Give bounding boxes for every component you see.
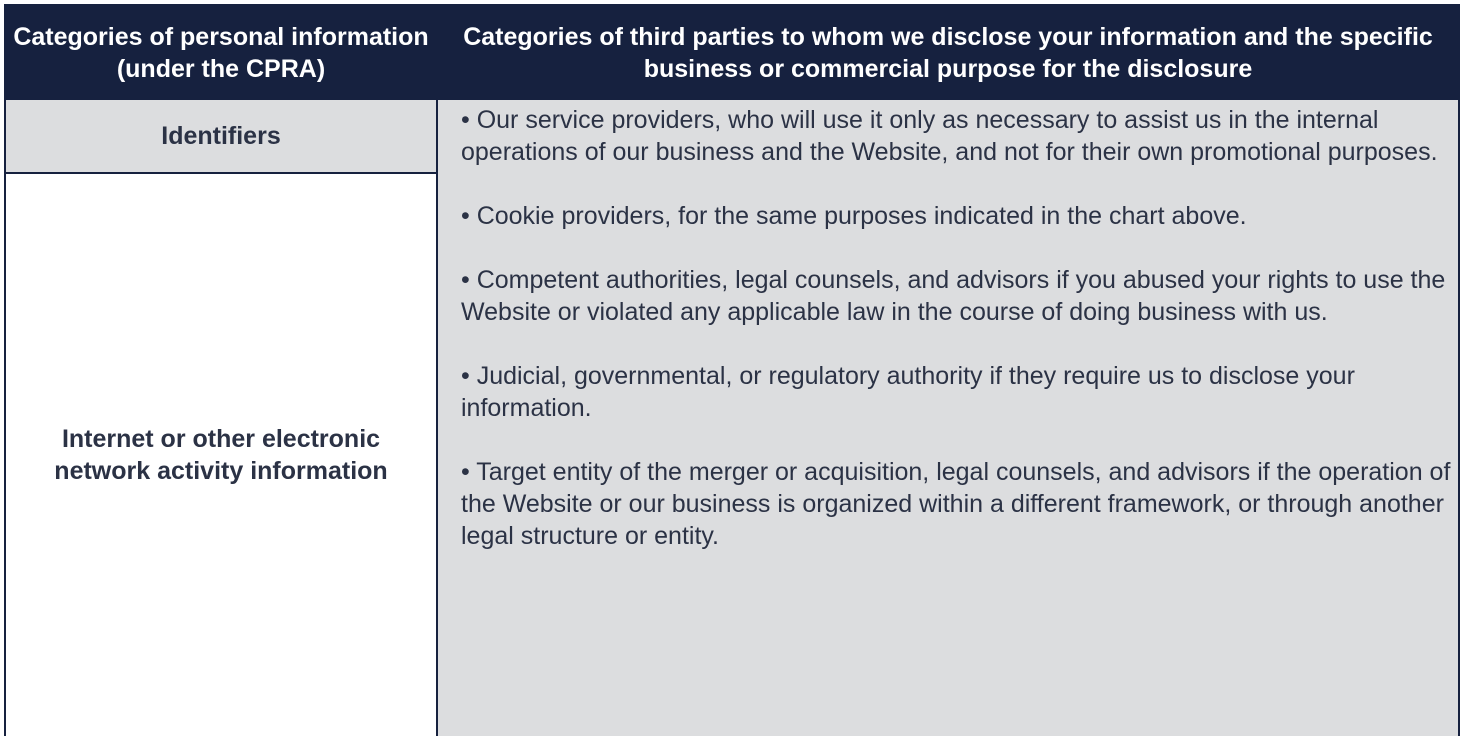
category-column [6, 100, 436, 736]
disclosure-service-providers: • Our service providers, who will use it only as necessary to assist us in the internal operations of our business and the Website, and not for their own promotional purposes. [461, 106, 1438, 166]
category-internet-activity: Internet or other electronic network activity information [6, 174, 436, 736]
header-third-party-categories: Categories of third parties to whom we disclose your information and the specific business or commercial purpose for the disclosure [463, 23, 1433, 83]
disclosure-cookie-providers: • Cookie providers, for the same purposes indicated in the chart above. [461, 202, 1247, 230]
category-identifiers: Identifiers [6, 100, 436, 174]
disclosure-merger-target: • Target entity of the merger or acquisition, legal counsels, and advisors if the operation of the Website or our business is organized within a different framework, or through another legal structure or entity. [461, 458, 1451, 550]
disclosure-judicial-authority: • Judicial, governmental, or regulatory authority if they require us to disclose your information. [461, 362, 1355, 422]
disclosure-competent-authorities: • Competent authorities, legal counsels, and advisors if you abused your rights to use the Website or violated any applicable law in the course of doing business with us. [461, 266, 1446, 326]
table-header [6, 6, 1458, 100]
header-personal-info-categories: Categories of personal information (under the CPRA) [13, 23, 429, 83]
disclosure-list [438, 100, 1458, 736]
disclosure-table [4, 4, 1460, 736]
